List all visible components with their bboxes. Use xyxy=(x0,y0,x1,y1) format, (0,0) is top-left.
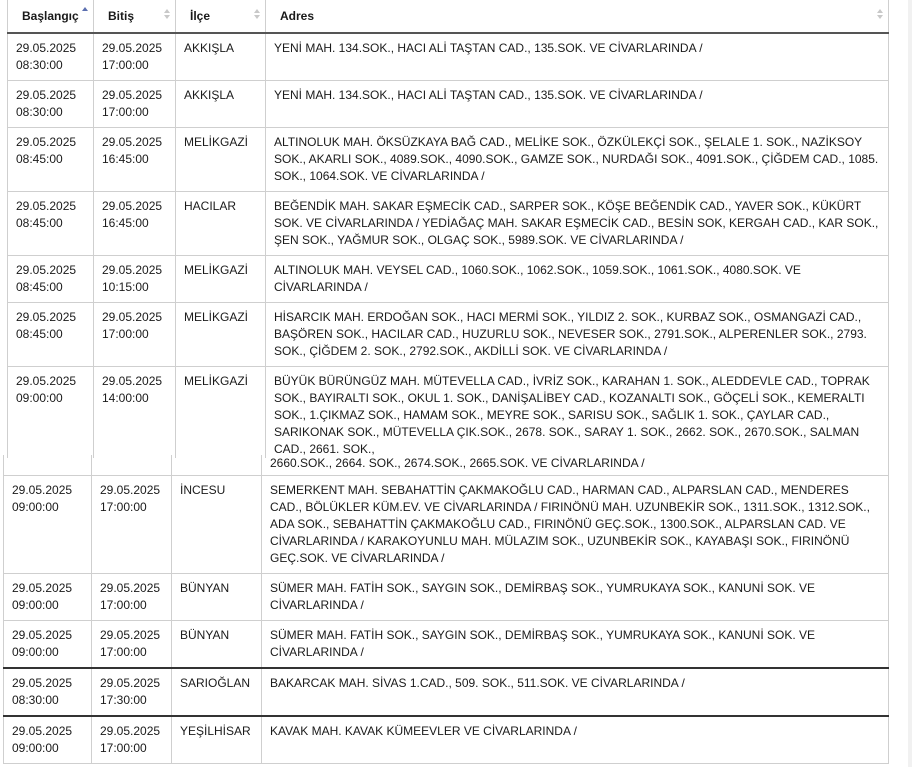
address-cell: BAKARCAK MAH. SİVAS 1.CAD., 509. SOK., 511.SOK. VE CİVARLARINDA / xyxy=(262,668,889,716)
start-date: 29.05.2025 xyxy=(16,263,77,277)
end-time: 17:00:00 xyxy=(102,58,149,72)
address-cell: ALTINOLUK MAH. VEYSEL CAD., 1060.SOK., 1062.SOK., 1059.SOK., 1061.SOK., 4080.SOK. VE CİVARLARINDA / xyxy=(266,256,889,303)
column-header-start-label: Başlangıç xyxy=(22,9,79,23)
outage-table-continued xyxy=(3,455,889,764)
start-date: 29.05.2025 xyxy=(16,41,77,55)
start-cell xyxy=(4,621,92,669)
table-header-row xyxy=(8,0,889,33)
end-date: 29.05.2025 xyxy=(102,263,163,277)
start-time: 08:30:00 xyxy=(16,58,63,72)
start-time: 09:00:00 xyxy=(16,391,63,405)
start-cell xyxy=(4,716,92,764)
table-row[interactable] xyxy=(4,621,889,669)
end-date: 29.05.2025 xyxy=(102,310,163,324)
scrollbar-track[interactable] xyxy=(908,0,912,767)
end-cell xyxy=(92,668,172,716)
end-cell xyxy=(94,367,176,459)
start-time: 08:45:00 xyxy=(16,327,63,341)
start-date: 29.05.2025 xyxy=(16,135,77,149)
address-cell: YENİ MAH. 134.SOK., HACI ALİ TAŞTAN CAD., 135.SOK. VE CİVARLARINDA / xyxy=(266,81,889,128)
end-time: 16:45:00 xyxy=(102,152,149,166)
end-date: 29.05.2025 xyxy=(100,628,161,642)
start-date: 29.05.2025 xyxy=(16,199,77,213)
start-cell-empty xyxy=(4,455,92,476)
start-date: 29.05.2025 xyxy=(12,581,73,595)
start-time: 09:00:00 xyxy=(12,598,59,612)
end-time: 16:45:00 xyxy=(102,216,149,230)
start-time: 08:45:00 xyxy=(16,216,63,230)
start-time: 08:45:00 xyxy=(16,280,63,294)
end-cell xyxy=(92,716,172,764)
column-header-address-label: Adres xyxy=(280,9,315,23)
table-row[interactable] xyxy=(4,668,889,716)
start-cell xyxy=(8,367,94,459)
column-header-end[interactable] xyxy=(94,0,176,33)
address-cell: SEMERKENT MAH. SEBAHATTİN ÇAKMAKOĞLU CAD., HARMAN CAD., ALPARSLAN CAD., MENDERES CAD., BÖLÜKLER KÜM.EV. VE CİVARLARINDA / FIRINÖNÜ MAH. UZUNBEKİR SOK., 1311.SOK., 1312.SOK., ADA SOK., SEBAHATTİN ÇAKMAKOĞLU CAD., FIRINÖNÜ GEÇ.SOK., 1300.SOK., ALPARSLAN CAD. VE CİVARLARINDA / KARAKOYUNLU MAH. MÜLAZIM SOK., UZUNBEKİR SOK., KAYABAŞI SOK., FIRINÖNÜ GEÇ.SOK. VE CİVARLARINDA / xyxy=(262,476,889,574)
end-date: 29.05.2025 xyxy=(102,374,163,388)
column-header-district-label: İlçe xyxy=(190,9,211,23)
table-row[interactable] xyxy=(4,716,889,764)
start-date: 29.05.2025 xyxy=(16,310,77,324)
end-cell xyxy=(92,621,172,669)
end-cell xyxy=(92,574,172,621)
end-date: 29.05.2025 xyxy=(102,41,163,55)
start-time: 08:30:00 xyxy=(12,693,59,707)
table-row[interactable] xyxy=(4,574,889,621)
end-cell xyxy=(92,476,172,574)
column-header-end-label: Bitiş xyxy=(108,9,135,23)
start-date: 29.05.2025 xyxy=(12,628,73,642)
district-cell: AKKIŞLA xyxy=(176,81,266,128)
start-cell xyxy=(4,668,92,716)
end-time: 17:00:00 xyxy=(100,500,147,514)
district-cell: BÜNYAN xyxy=(172,574,262,621)
district-cell: İNCESU xyxy=(172,476,262,574)
start-date: 29.05.2025 xyxy=(16,374,77,388)
district-cell-empty xyxy=(172,455,262,476)
end-cell-empty xyxy=(92,455,172,476)
start-date: 29.05.2025 xyxy=(12,676,73,690)
end-time: 17:00:00 xyxy=(102,327,149,341)
table-row[interactable] xyxy=(8,33,889,81)
start-time: 08:30:00 xyxy=(16,105,63,119)
outage-table xyxy=(7,0,889,458)
start-cell xyxy=(8,33,94,81)
end-cell xyxy=(94,303,176,367)
end-date: 29.05.2025 xyxy=(100,724,161,738)
end-time: 17:00:00 xyxy=(100,741,147,755)
address-cell: 2660.SOK., 2664. SOK., 2674.SOK., 2665.SOK. VE CİVARLARINDA / xyxy=(262,455,889,476)
end-cell xyxy=(94,256,176,303)
start-date: 29.05.2025 xyxy=(16,88,77,102)
end-cell xyxy=(94,33,176,81)
address-cell: KAVAK MAH. KAVAK KÜMEEVLER VE CİVARLARINDA / xyxy=(262,716,889,764)
table-row[interactable] xyxy=(8,81,889,128)
column-header-address[interactable] xyxy=(266,0,889,33)
district-cell: MELİKGAZİ xyxy=(176,303,266,367)
address-cell: ALTINOLUK MAH. ÖKSÜZKAYA BAĞ CAD., MELİKE SOK., ÖZKÜLEKÇİ SOK., ŞELALE 1. SOK., NAZİKSOY SOK., AKARLI SOK., 4089.SOK., 4090.SOK., GAMZE SOK., NURDAĞI SOK., 4091.SOK., ÇİĞDEM CAD., 1085. SOK., 1064.SOK. VE CİVARLARINDA / xyxy=(266,128,889,192)
address-cell: BEĞENDİK MAH. SAKAR EŞMECİK CAD., SARPER SOK., KÖŞE BEĞENDİK CAD., YAVER SOK., KÜKÜRT SOK. VE CİVARLARINDA / YEDİAĞAÇ MAH. SAKAR EŞMECİK CAD., BESİN SOK, KERGAH CAD., KAR SOK., ŞEN SOK., YAĞMUR SOK., OLGAÇ SOK., 5989.SOK. VE CİVARLARINDA / xyxy=(266,192,889,256)
district-cell: MELİKGAZİ xyxy=(176,256,266,303)
end-date: 29.05.2025 xyxy=(102,135,163,149)
start-cell xyxy=(4,476,92,574)
address-cell: SÜMER MAH. FATİH SOK., SAYGIN SOK., DEMİRBAŞ SOK., YUMRUKAYA SOK., KANUNİ SOK. VE CİVARLARINDA / xyxy=(262,621,889,669)
start-cell xyxy=(4,574,92,621)
sort-icon xyxy=(254,9,260,21)
district-cell: AKKIŞLA xyxy=(176,33,266,81)
end-cell xyxy=(94,128,176,192)
outage-table-bottom xyxy=(3,455,888,764)
start-cell xyxy=(8,303,94,367)
end-date: 29.05.2025 xyxy=(100,581,161,595)
end-cell xyxy=(94,192,176,256)
address-cell: YENİ MAH. 134.SOK., HACI ALİ TAŞTAN CAD., 135.SOK. VE CİVARLARINDA / xyxy=(266,33,889,81)
column-header-district[interactable] xyxy=(176,0,266,33)
district-cell: YEŞİLHİSAR xyxy=(172,716,262,764)
start-cell xyxy=(8,256,94,303)
start-time: 09:00:00 xyxy=(12,500,59,514)
end-time: 17:00:00 xyxy=(100,645,147,659)
table-row[interactable] xyxy=(8,256,889,303)
start-date: 29.05.2025 xyxy=(12,483,73,497)
end-time: 10:15:00 xyxy=(102,280,149,294)
start-cell xyxy=(8,81,94,128)
outage-table-top xyxy=(7,0,888,458)
end-time: 17:00:00 xyxy=(100,598,147,612)
address-cell: BÜYÜK BÜRÜNGÜZ MAH. MÜTEVELLA CAD., İVRİZ SOK., KARAHAN 1. SOK., ALEDDEVLE CAD., TOPRAK SOK., BAYIRALTI SOK., OKUL 1. SOK., DANİŞALİBEY CAD., KOZANALTI SOK., GÖÇELİ SOK., KEMERALTI SOK., 1.ÇIKMAZ SOK., HAMAM SOK., MEYRE SOK., SARISU SOK., SAĞLIK 1. SOK., ÇAYLAR CAD., SARIKONAK SOK., MÜTEVELLA ÇIK.SOK., 2678. SOK., SARAY 1. SOK., 2662. SOK., 2670.SOK., SALMAN CAD., 2661. SOK., xyxy=(266,367,889,459)
end-cell xyxy=(94,81,176,128)
table-row[interactable] xyxy=(8,192,889,256)
district-cell: SARIOĞLAN xyxy=(172,668,262,716)
table-row[interactable] xyxy=(8,367,889,459)
start-time: 09:00:00 xyxy=(12,645,59,659)
address-cell: HİSARCIK MAH. ERDOĞAN SOK., HACI MERMİ SOK., YILDIZ 2. SOK., KURBAZ SOK., OSMANGAZİ CAD., BAŞÖREN SOK., HACILAR CAD., HUZURLU SOK., NEVESER SOK., 2791.SOK., ALPERENLER SOK., 2793. SOK., ÇİĞDEM 2. SOK., 2792.SOK., AKDİLLİ SOK. VE CİVARLARINDA / xyxy=(266,303,889,367)
end-date: 29.05.2025 xyxy=(102,199,163,213)
sort-icon xyxy=(877,9,883,21)
column-header-start[interactable] xyxy=(8,0,94,33)
table-row-continued[interactable] xyxy=(4,455,889,476)
start-cell xyxy=(8,192,94,256)
end-date: 29.05.2025 xyxy=(100,676,161,690)
district-cell: HACILAR xyxy=(176,192,266,256)
table-row[interactable] xyxy=(4,476,889,574)
start-date: 29.05.2025 xyxy=(12,724,73,738)
start-cell xyxy=(8,128,94,192)
district-cell: MELİKGAZİ xyxy=(176,367,266,459)
start-time: 09:00:00 xyxy=(12,741,59,755)
table-row[interactable] xyxy=(8,303,889,367)
address-cell: SÜMER MAH. FATİH SOK., SAYGIN SOK., DEMİRBAŞ SOK., YUMRUKAYA SOK., KANUNİ SOK. VE CİVARLARINDA / xyxy=(262,574,889,621)
sort-ascending-icon xyxy=(82,7,88,19)
end-time: 17:00:00 xyxy=(102,105,149,119)
end-time: 17:30:00 xyxy=(100,693,147,707)
sort-icon xyxy=(164,9,170,21)
table-row[interactable] xyxy=(8,128,889,192)
end-time: 14:00:00 xyxy=(102,391,149,405)
end-date: 29.05.2025 xyxy=(102,88,163,102)
end-date: 29.05.2025 xyxy=(100,483,161,497)
start-time: 08:45:00 xyxy=(16,152,63,166)
district-cell: MELİKGAZİ xyxy=(176,128,266,192)
district-cell: BÜNYAN xyxy=(172,621,262,669)
